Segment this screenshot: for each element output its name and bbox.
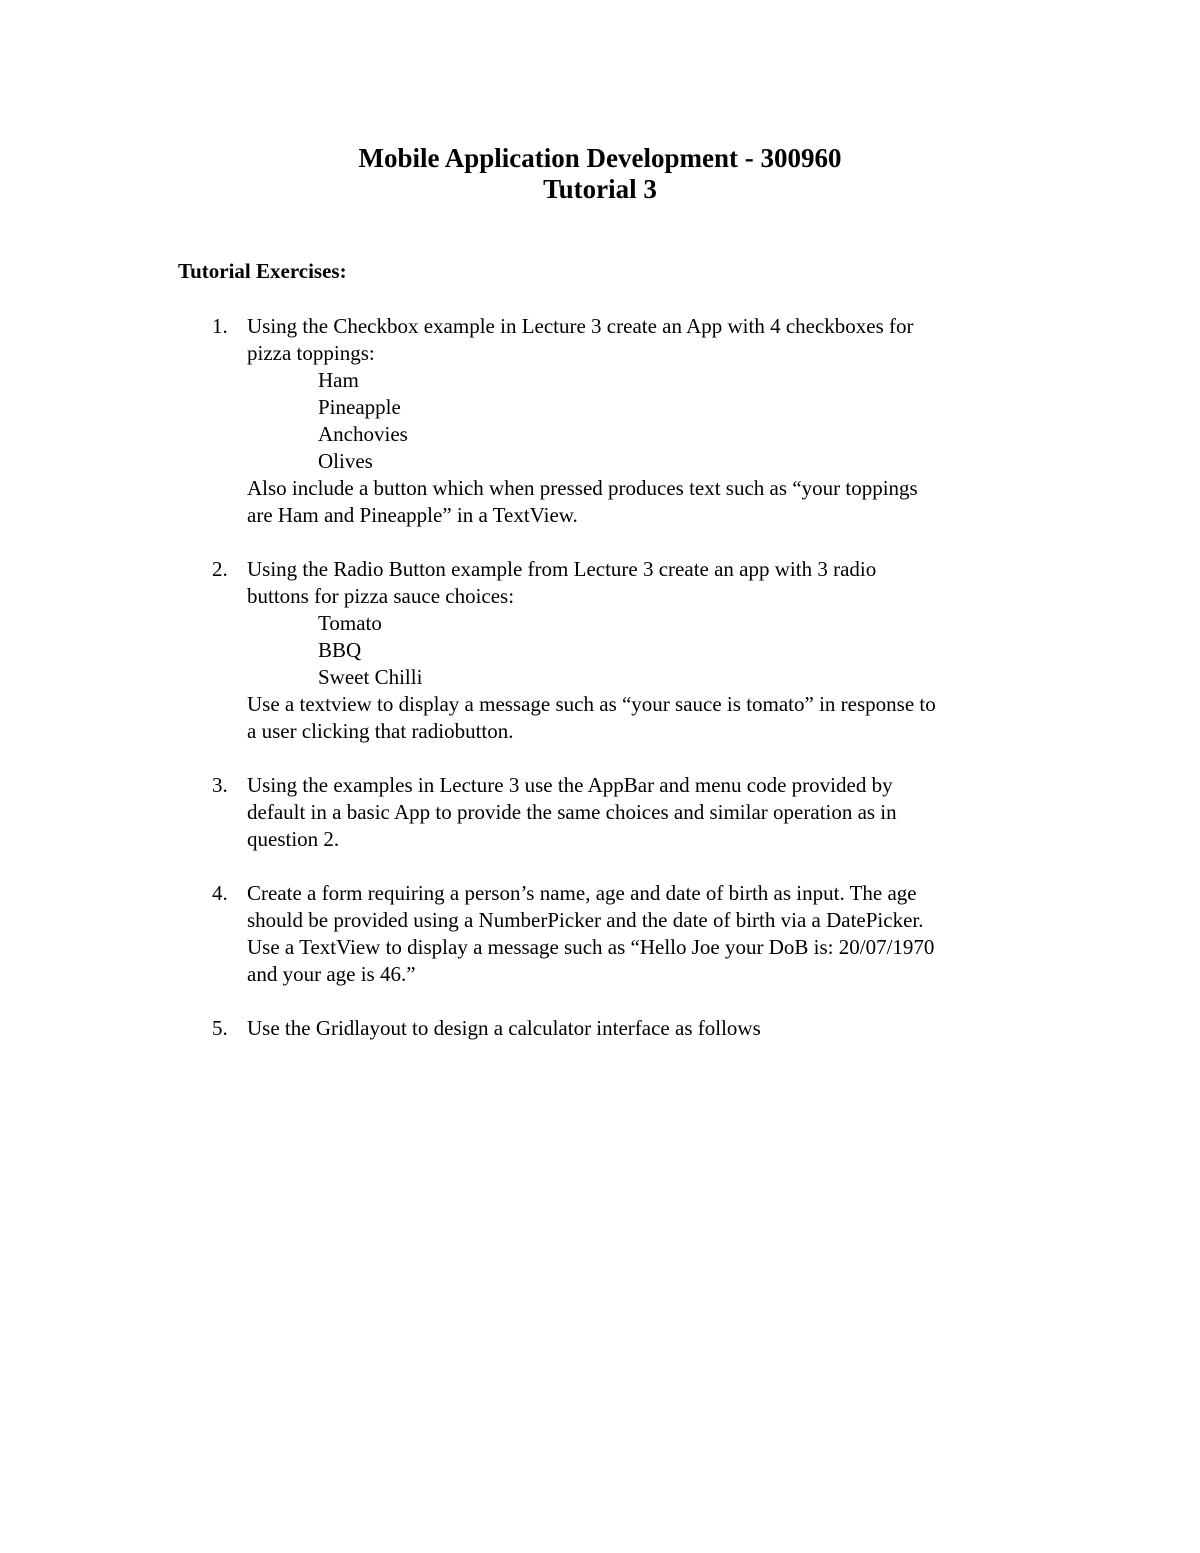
exercise-number: 1.	[212, 314, 228, 338]
exercise-text-line: Create a form requiring a person’s name, age and date of birth as input. The age	[247, 881, 917, 905]
exercise-number: 4.	[212, 881, 228, 905]
topping-option: Ham	[318, 368, 359, 392]
exercise-text-line: Using the Checkbox example in Lecture 3 create an App with 4 checkboxes for	[247, 314, 914, 338]
exercise-text-line: are Ham and Pineapple” in a TextView.	[247, 503, 578, 527]
exercise-number: 3.	[212, 773, 228, 797]
exercise-text-line: and your age is 46.”	[247, 962, 416, 986]
exercise-text-line: Using the examples in Lecture 3 use the AppBar and menu code provided by	[247, 773, 893, 797]
title-block	[0, 143, 1200, 205]
exercise-text-line: a user clicking that radiobutton.	[247, 719, 514, 743]
exercise-4	[178, 880, 1038, 988]
paragraph-gap	[178, 988, 1038, 1015]
exercise-2	[178, 556, 1038, 745]
document-subtitle: Tutorial 3	[543, 174, 657, 204]
exercise-text-line: pizza toppings:	[247, 341, 375, 365]
exercise-3	[178, 772, 1038, 853]
topping-option: Pineapple	[318, 395, 401, 419]
paragraph-gap	[178, 529, 1038, 556]
exercise-text-line: default in a basic App to provide the same choices and similar operation as in	[247, 800, 897, 824]
exercise-text-line: question 2.	[247, 827, 340, 851]
document-title: Mobile Application Development - 300960	[358, 143, 842, 173]
exercise-text-line: Use the Gridlayout to design a calculator interface as follows	[247, 1016, 761, 1040]
exercise-text-line: should be provided using a NumberPicker and the date of birth via a DatePicker.	[247, 908, 924, 932]
exercise-text-line: Use a textview to display a message such as “your sauce is tomato” in response to	[247, 692, 936, 716]
exercise-text-line: Also include a button which when pressed produces text such as “your toppings	[247, 476, 918, 500]
exercise-text-line: buttons for pizza sauce choices:	[247, 584, 515, 608]
paragraph-gap	[178, 745, 1038, 772]
topping-option: Anchovies	[318, 422, 408, 446]
exercise-number: 2.	[212, 557, 228, 581]
exercise-list	[178, 313, 1038, 1042]
section-heading: Tutorial Exercises:	[178, 259, 347, 283]
paragraph-gap	[178, 853, 1038, 880]
exercise-text-line: Using the Radio Button example from Lecture 3 create an app with 3 radio	[247, 557, 877, 581]
exercise-5	[178, 1015, 1038, 1042]
exercise-1	[178, 313, 1038, 529]
sauce-option: Tomato	[318, 611, 382, 635]
topping-option: Olives	[318, 449, 373, 473]
exercise-text-line: Use a TextView to display a message such as “Hello Joe your DoB is: 20/07/1970	[247, 935, 935, 959]
exercise-number: 5.	[212, 1016, 228, 1040]
sauce-option: BBQ	[318, 638, 362, 662]
sauce-option: Sweet Chilli	[318, 665, 423, 689]
